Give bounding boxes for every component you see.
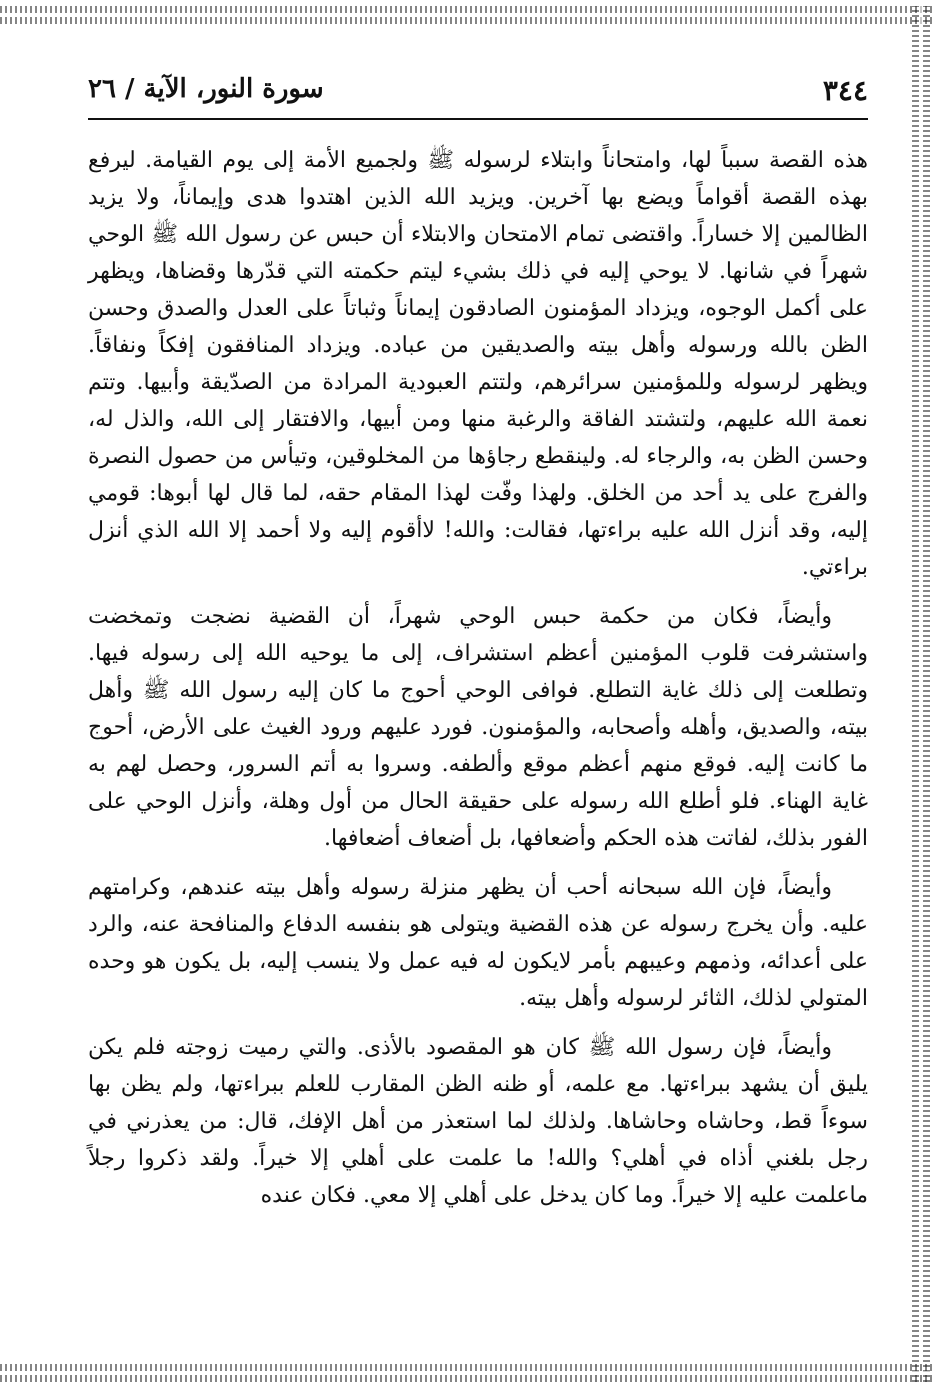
paragraph-4: وأيضاً، فإن رسول الله ﷺ كان هو المقصود بالأذى. والتي رميت زوجته فلم يكن يليق أن يشهد ببراءتها. مع علمه، أو ظنه الظن المقارب للعلم ببراءتها، ولم يظن بها سوءاً قط، وحاشاه وحاشاها. ولذلك لما استعذر من أهل الإفك، قال: من يعذرني في رجل بلغني أذاه في أهلي؟ والله! ما علمت على أهلي إلا خيراً. ولقد ذكروا رجلاً ماعلمت عليه إلا خيراً. وما كان يدخل على أهلي إلا معي. فكان عنده [88, 1035, 868, 1208]
paragraph-2: وأيضاً، فكان من حكمة حبس الوحي شهراً، أن القضية نضجت وتمخضت واستشرفت قلوب المؤمنين أعظم استشراف، إلى ما يوحيه الله إلى رسوله فيها. وتطلعت إلى ذلك غاية التطلع. فوافى الوحي أحوج ما كان إليه رسول الله ﷺ وأهل بيته، والصديق، وأهله وأصحابه، والمؤمنون. فورد عليهم ورود الغيث على الأرض، أحوج ما كانت إليه. فوقع منهم أعظم موقع وألطفه. وسروا به أتم السرور، وحصل لهم به غاية الهناء. فلو أطلع الله رسوله على حقيقة الحال من أول وهلة، وأنزل الوحي على الفور بذلك، لفاتت هذه الحكم وأضعافها، بل أضعاف أضعافها. [88, 604, 868, 851]
running-title: سورة النور، الآية / ٢٦ [88, 74, 324, 104]
page-border-bottom [0, 1364, 932, 1382]
page-body [88, 142, 868, 1342]
page-border-top [0, 6, 932, 24]
paragraph-3: وأيضاً، فإن الله سبحانه أحب أن يظهر منزلة رسوله وأهل بيته عندهم، وكرامتهم عليه. وأن يخرج رسوله عن هذه القضية ويتولى هو بنفسه الدفاع والمنافحة عنه، والرد على أعدائه، وذمهم وعيبهم بأمر لايكون له فيه عمل ولا ينسب إليه، بل يكون هو وحده المتولي لذلك، الثائر لرسوله وأهل بيته. [88, 875, 868, 1011]
header-rule [88, 118, 868, 120]
page-border-right [912, 6, 930, 1382]
page-header [88, 70, 868, 114]
paragraph-1: هذه القصة سبباً لها، وامتحاناً وابتلاء لرسوله ﷺ ولجميع الأمة إلى يوم القيامة. ليرفع بهذه القصة أقواماً ويضع بها آخرين. ويزيد الله الذين اهتدوا هدى وإيماناً، ولا يزيد الظالمين إلا خساراً. واقتضى تمام الامتحان والابتلاء أن حبس عن رسول الله ﷺ الوحي شهراً في شانها. لا يوحي إليه في ذلك بشيء ليتم حكمته التي قدّرها وقضاها، ويظهر على أكمل الوجوه، ويزداد المؤمنون الصادقون إيماناً وثباتاً على العدل والصدق وحسن الظن بالله ورسوله وأهل بيته والصديقين من عباده. ويزداد المنافقون إفكاً ونفاقاً. ويظهر لرسوله وللمؤمنين سرائرهم، ولتتم العبودية المرادة من الصدّيقة وأبيها. وتتم نعمة الله عليهم، ولتشتد الفاقة والرغبة منها ومن أبيها، والافتقار إلى الله، والذل له، وحسن الظن به، والرجاء له. ولينقطع رجاؤها من المخلوقين، وتيأس من حصول النصرة والفرج على يد أحد من الخلق. ولهذا وفّت لهذا المقام حقه، لما قال لها أبوها: قومي إليه، وقد أنزل الله عليه براءتها، فقالت: والله! لاأقوم إليه ولا أحمد إلا الله الذي أنزل براءتي. [88, 148, 868, 580]
page-number: ٣٤٤ [822, 74, 868, 107]
